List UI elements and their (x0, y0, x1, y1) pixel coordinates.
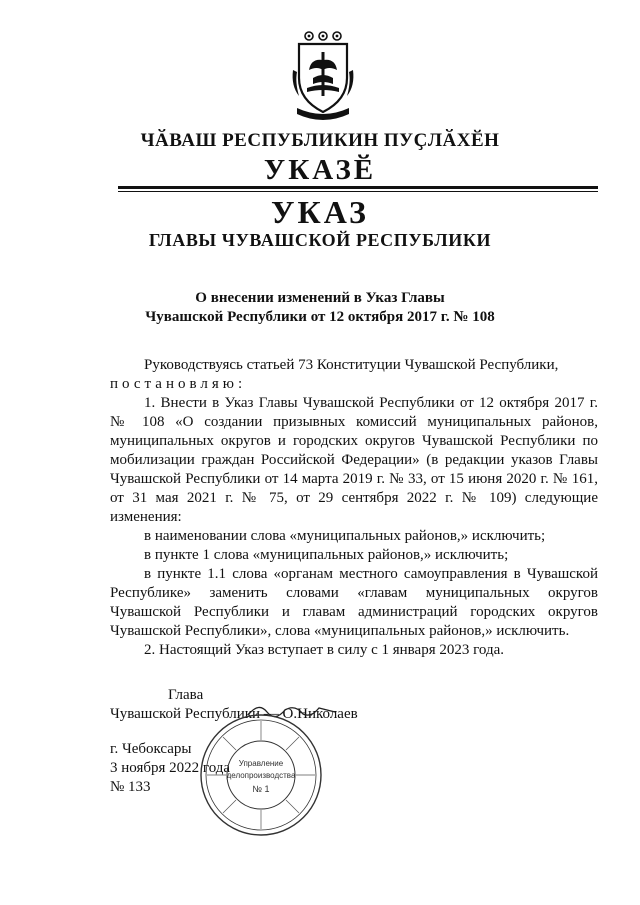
item-1-c: в пункте 1.1 слова «органам местного самоуправления в Чувашской Республике» заменить словами «главам муниципальных округов Чувашской Республики и главам администраций городских округов Чувашской Республики», слова «муниципальных районов,» исключить. (110, 566, 598, 639)
chuvash-header-line2: УКАЗӖ (263, 154, 377, 186)
preamble: Руководствуясь статьей 73 Конституции Чувашской Республики, (144, 357, 559, 373)
subject-line2: Чувашской Республики от 12 октября 2017 г. № 108 (145, 309, 495, 325)
document-subject (0, 289, 640, 327)
signature-title: Глава (168, 687, 204, 703)
chuvash-header-line1: ЧӐВАШ РЕСПУБЛИКИН ПУҪЛӐХӖН (140, 130, 500, 151)
stamp-inner-line1: Управление (238, 759, 284, 768)
official-stamp (198, 712, 324, 838)
item-2: 2. Настоящий Указ вступает в силу с 1 января 2023 года. (144, 642, 504, 658)
stamp-inner-line2: делопроизводства (226, 771, 296, 780)
header-divider-thick (118, 186, 598, 189)
item-1: 1. Внести в Указ Главы Чувашской Республики от 12 октября 2017 г. № 108 «О создании призывных комиссий муниципальных районов, муниципальных округов и городских округов Чувашской Республики по мобилизации граждан Российской Федерации» (в редакции указов Главы Чувашской Республики от 14 марта 2019 г. № 33, от 15 июня 2020 г. № 161, от 31 мая 2021 г. № 75, от 29 сентября 2022 г. № 109) следующие изменения: (110, 395, 598, 525)
subject-line1: О внесении изменений в Указ Главы (195, 290, 445, 306)
date: 3 ноября 2022 года (110, 760, 231, 776)
decree-word: постановляю: (110, 376, 247, 392)
signature-name: Чувашской Республики — О.Николаев (110, 706, 358, 722)
item-1-a: в наименовании слова «муниципальных районов,» исключить; (144, 528, 546, 544)
russian-header-line1: УКАЗ (271, 194, 369, 230)
decree-number: № 133 (110, 779, 151, 795)
item-1-b: в пункте 1 слова «муниципальных районов,» исключить; (144, 547, 509, 563)
stamp-inner-line3: № 1 (252, 784, 270, 794)
russian-header-line2: ГЛАВЫ ЧУВАШСКОЙ РЕСПУБЛИКИ (148, 230, 492, 250)
document-body (110, 356, 598, 660)
header-divider-thin (118, 191, 598, 192)
city: г. Чебоксары (110, 741, 192, 757)
coat-of-arms-emblem (289, 30, 357, 122)
